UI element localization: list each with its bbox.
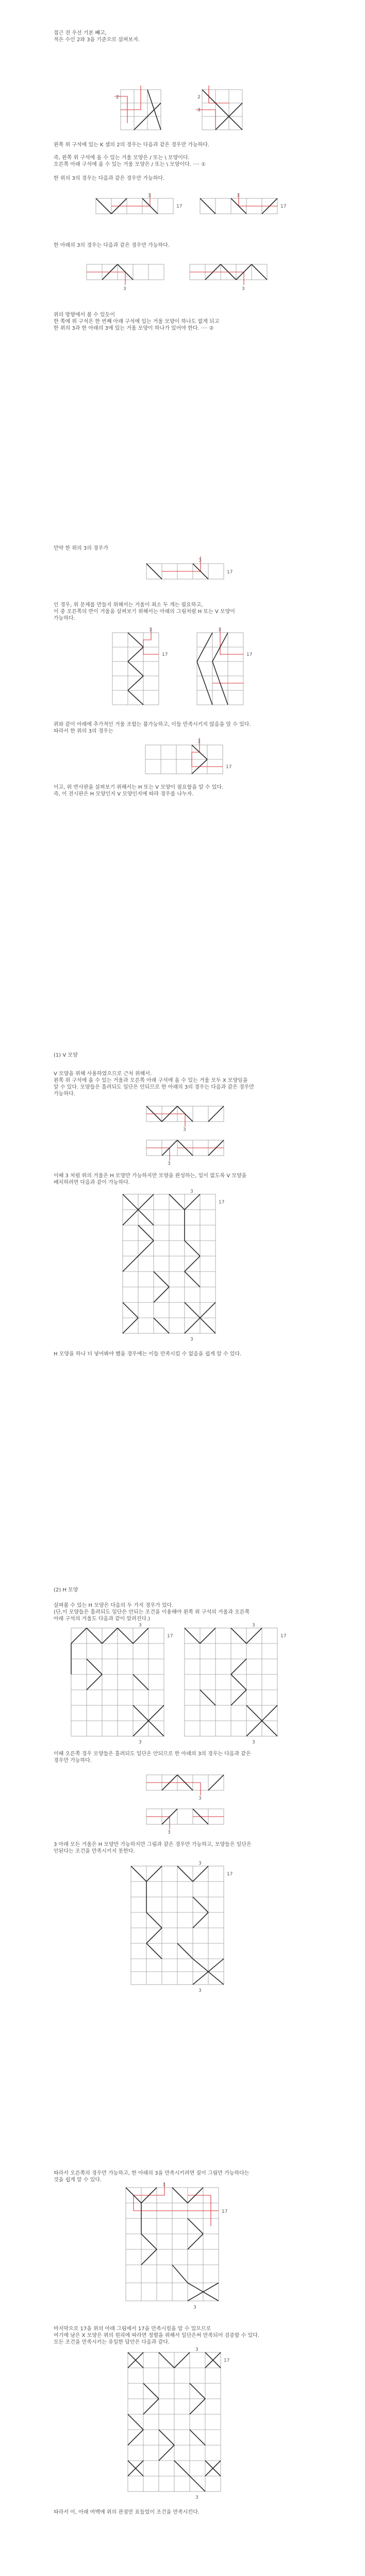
text-line: 배치하려면 다음과 같이 가능하다.: [54, 1180, 130, 1185]
figure-label: 3: [162, 2182, 165, 2188]
text-line: 모든 조건을 만족시키는 유일한 답안은 다음과 같다.: [54, 2340, 170, 2345]
sec3-grid: [118, 1189, 231, 1344]
text-line: 위와 같이 아래에 추가적인 거울 조합는 불가능하고, 이들 만족시키지 않음을 알 수 있다.: [54, 722, 251, 727]
section-heading: (2) H 모양: [54, 1587, 78, 1593]
figure-label: 3: [252, 1740, 255, 1745]
sec3-heading: [54, 1052, 322, 1059]
sec1-para1: [54, 142, 322, 148]
sec2-v-figure: [192, 628, 259, 710]
figure-label: 17: [167, 1634, 173, 1639]
text-line: 마지막으로 17을 위의 아래 그림에서 17을 만족시킴을 알 수 있으므로: [54, 2326, 211, 2332]
figure-label: 17: [227, 570, 233, 575]
text-line: 오른쪽 아래 구석에 올 수 있는 거울 모양은 / 또는 \ 모양이다. ···· ①: [54, 162, 206, 167]
strip-figure-top-left: [96, 193, 186, 224]
figure-label: 3: [139, 1740, 142, 1745]
text-line: 가능하다.: [54, 1091, 75, 1097]
figure-label: 3: [190, 1337, 193, 1342]
sec4-grid-3: [121, 2182, 234, 2311]
text-line: 따라서 이, 아래 여백에 위의 관점만 표들었이 조건을 만족시킨다.: [54, 2510, 200, 2515]
figure-label: 17: [222, 2209, 228, 2214]
sec3-para3: [54, 1351, 322, 1358]
figure-label: 3: [149, 628, 152, 633]
text-line: 여기에 남은 X 모양은 위의 원리에 따라면 정렬을 위해서 일단은써 만족되어 검증할 수 있다.: [54, 2333, 260, 2338]
text-line: 인 경우, 위 문제를 만들지 위해서는 거울이 최소 두 개는 필요하고,: [54, 602, 203, 608]
text-line: 것을 쉽게 알 수 있다.: [54, 2177, 102, 2183]
figure-label: 3: [148, 193, 151, 198]
text-line: 만약 한 위의 3의 경우가: [54, 546, 109, 551]
figure-label: 3: [190, 1189, 193, 1194]
figure-label: 3: [198, 1988, 202, 1993]
text-line: 알 수 있다. 모양들은 흘려되도 일단은 안되므로 한 아래의 3의 경우는 다음과 같은 경우만: [54, 1084, 254, 1090]
sec1-para3: [54, 175, 322, 182]
text-line: V 모양을 위해 사용하였으므로 근처 위해서.: [54, 1071, 152, 1077]
text-line: 위의 방향에서 볼 수 있듯이: [54, 312, 115, 318]
sec2-para2: [54, 602, 322, 622]
text-line: 한 위의 3과 한 아래의 3에 있는 거울 모양이 하나가 있어야 한다. ···· ②: [54, 326, 214, 331]
intro-line: 적은 수인 2와 3을 기준으로 살펴보자.: [54, 37, 140, 43]
text-line: 이때 3 처럼 위의 거울은 H 모양만 가능하지만 모양을 완성하는, 일이 없도록 V 모양을: [54, 1173, 247, 1179]
text-line: 3 아래 모든 거울은 H 모양만 가능하지만 그림과 같은 경우만 가능하고, 모양들은 일단은: [54, 1842, 252, 1848]
text-line: 따라서 한 위의 3의 경우는: [54, 728, 113, 734]
figure-label: 3: [168, 1161, 171, 1166]
figure-label: 17: [224, 2358, 230, 2363]
figure-label: 2: [197, 95, 201, 100]
strip-figure-top-right: [200, 193, 290, 224]
sec1-para4: [54, 242, 322, 249]
figure-label: 17: [226, 765, 232, 770]
sec4-grid-b: [179, 1623, 293, 1747]
sec2-para4: [54, 784, 322, 798]
figure-label: 3: [252, 1623, 255, 1628]
strip-figure-bottom-right: [190, 262, 280, 293]
text-line: H 모양을 하나 더 넣어봐야 했을 경우에는 이들 만족시킬 수 없음을 쉽게 알 수 있다.: [54, 1351, 242, 1357]
text-line: 왼쪽 위 구석에 있는 K 셀의 2의 경우는 다음과 같은 경우만 가능하다.: [54, 142, 210, 148]
text-line: 따라서 오른쪽의 경우만 가능하고, 한 아래의 3을 만족시키려면 질이 그림만 가능하다는: [54, 2171, 250, 2176]
text-line: 한 쪽에 위 구석은 한 번째 아래 구석에 있는 거울 모양이 하나도 없게 되고: [54, 319, 220, 325]
sec3-strip-2: [146, 1138, 231, 1166]
text-line: 가능하다.: [54, 616, 75, 621]
figure-label: 3: [123, 286, 126, 292]
sec3-strip-1: [146, 1104, 231, 1132]
sec4-para3: [54, 1841, 322, 1855]
figure-label: 17: [280, 204, 287, 209]
figure-label: 3: [197, 739, 201, 744]
section-heading: (1) V 모양: [54, 1053, 78, 1058]
sec4-para6: [54, 2509, 322, 2516]
sec4-strip-2: [146, 1806, 231, 1835]
text-line: 왼쪽 위 구석에 올 수 있는 거울과 오른쪽 아래 구석에 올 수 있는 거울 모두 X 모양임을: [54, 1078, 248, 1083]
text-line: 즉, 왼쪽 위 구석에 올 수 있는 거울 모양은 / 또는 \ 모양이다.: [54, 155, 190, 161]
sec4-grid-2: [126, 1861, 239, 1995]
figure-label: 3: [198, 558, 202, 563]
figure-label: 3: [197, 108, 201, 113]
sec2-para1: [54, 545, 322, 552]
figure-label: 17: [227, 1872, 233, 1877]
sec4-para5: [54, 2326, 322, 2346]
sec4-strip-1: [146, 1772, 231, 1801]
sec2-result-figure: [145, 738, 236, 778]
sec2-strip-figure: [146, 556, 237, 588]
sec1-para5: [54, 312, 322, 332]
figure-label: 3: [242, 286, 245, 292]
text-line: 이때 오른쪽 경우 모양들은 흘려되도 일단은 안되므로 한 아래의 3의 경우는 다음과 같은: [54, 1751, 251, 1757]
corner-figure-right: [196, 86, 247, 133]
figure-label: 17: [280, 1634, 287, 1639]
figure-label: 2: [116, 95, 119, 100]
text-line: 즉, 이 전시판은 H 모양인지 V 모양인지에 따라 경우를 나누자.: [54, 791, 194, 797]
sec4-para1: [54, 1602, 322, 1622]
sec4-grid-a: [66, 1623, 179, 1747]
text-line: 경우만 가능하다.: [54, 1758, 92, 1764]
figure-label: 3: [139, 1623, 142, 1628]
text-line: 이고, 위 반사판을 살펴보기 위해서는 H 또는 V 모양이 필요함을 알 수 있다.: [54, 785, 224, 790]
figure-label: 17: [176, 204, 182, 209]
figure-label: 17: [246, 652, 253, 657]
figure-label: 3: [198, 1861, 202, 1866]
strip-figure-bottom-left: [87, 262, 177, 293]
figure-label: 3: [195, 2347, 198, 2352]
text-line: 아래 구석의 거울도 다음과 같이 알려진다.): [54, 1616, 151, 1622]
sec3-para1: [54, 1071, 322, 1097]
sec4-para4: [54, 2170, 322, 2183]
sec3-para2: [54, 1173, 322, 1186]
text-line: 한 아래의 3의 경우는 다음과 같은 경우만 가능하다.: [54, 243, 170, 248]
sec4-grid-final: [123, 2347, 236, 2502]
figure-label: 3: [195, 2495, 198, 2500]
text-line: 이 중 오른쪽의 반이 거울을 살펴보기 위해서는 아래의 그림처럼 H 또는 V 모양이: [54, 609, 235, 615]
text-line: (단,이 모양들은 흘려되도 일단은 안되는 조건을 이용해야 왼쪽 위 구석의 거울과 오른쪽: [54, 1609, 250, 1615]
corner-figure-left: [114, 86, 166, 133]
figure-label: 3: [218, 628, 221, 633]
sec1-para2: [54, 155, 322, 168]
figure-label: 17: [219, 1200, 225, 1205]
text-line: 안된다는 조건을 만족시키지 못한다.: [54, 1849, 135, 1854]
figure-label: 17: [162, 652, 168, 657]
figure-label: 3: [193, 2305, 196, 2310]
sec4-heading: [54, 1587, 322, 1594]
figure-label: 3: [183, 1127, 186, 1132]
figure-label: 3: [237, 193, 240, 198]
text-line: 한 위의 3의 경우는 다음과 같은 경우만 가능하다.: [54, 176, 165, 181]
figure-label: 3: [198, 1796, 202, 1801]
intro-text: [54, 30, 322, 43]
sec2-h-figure: [107, 628, 174, 710]
intro-line: 접근 전 우선 기본 빼고,: [54, 30, 107, 36]
sec2-para3: [54, 721, 322, 735]
sec4-para2: [54, 1751, 322, 1764]
text-line: 살펴볼 수 있는 H 모양은 다음의 두 가지 경우가 있다.: [54, 1603, 174, 1608]
figure-label: 3: [168, 1830, 171, 1835]
